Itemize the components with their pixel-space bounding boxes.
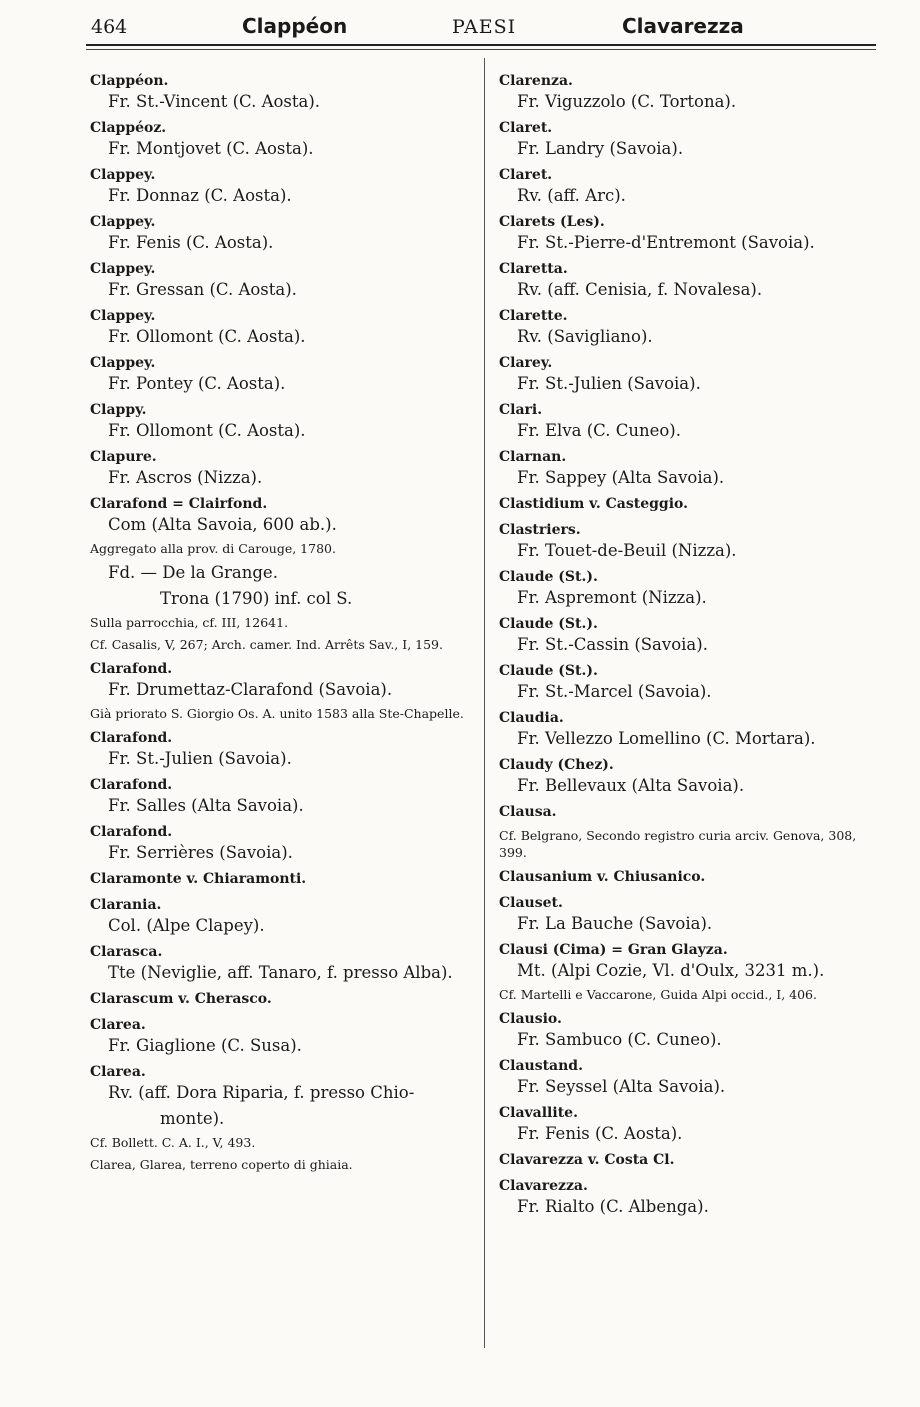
entry-line: Rv. (aff. Arc). — [517, 186, 626, 205]
entry-headword: Clarette. — [499, 308, 568, 324]
entry-line: Fr. Gressan (C. Aosta). — [108, 280, 297, 299]
entry — [499, 827, 879, 861]
entry-headword: Clauset. — [499, 895, 563, 911]
entry-headword: Clausa. — [499, 804, 557, 820]
entry-line: Com (Alta Savoia, 600 ab.). — [108, 515, 337, 534]
entry-line: Fr. Touet-de-Beuil (Nizza). — [517, 541, 737, 560]
entry — [90, 614, 478, 631]
entry-headword: Clarets (Les). — [499, 214, 605, 230]
entry — [499, 119, 879, 159]
entry — [90, 943, 478, 983]
entry-headword: Clappy. — [90, 402, 147, 418]
entry — [499, 1057, 879, 1097]
entry-headword: Clavallite. — [499, 1105, 578, 1121]
entry-headword: Clappey. — [90, 355, 156, 371]
left-column — [90, 72, 478, 1173]
entry — [90, 870, 478, 889]
entry — [90, 401, 478, 441]
entry-headword: Clarea. — [90, 1017, 146, 1033]
entry-line: Fr. Landry (Savoia). — [517, 139, 684, 158]
entry-headword: Clari. — [499, 402, 543, 418]
entry — [499, 213, 879, 253]
entry-headword: Claude (St.). — [499, 663, 598, 679]
entry-line: Fr. Aspremont (Nizza). — [517, 588, 707, 607]
entry — [499, 1177, 879, 1217]
entry — [499, 521, 879, 561]
entry-line: Fr. Bellevaux (Alta Savoia). — [517, 776, 745, 795]
entry-line: Trona (1790) inf. col S. — [160, 589, 353, 608]
entry — [499, 568, 879, 608]
entry-headword: Clarasca. — [90, 944, 163, 960]
entry — [499, 894, 879, 934]
entry — [499, 868, 879, 887]
entry-line: Rv. (Savigliano). — [517, 327, 653, 346]
entry-note: Già priorato S. Giorgio Os. A. unito 1583 alla Ste-Chapelle. — [90, 706, 464, 721]
entry — [499, 709, 879, 749]
entry — [499, 615, 879, 655]
entry — [499, 986, 879, 1003]
entry — [499, 72, 879, 112]
entry-line: Rv. (aff. Dora Riparia, f. presso Chio- — [108, 1083, 415, 1102]
entry-headword: Clappey. — [90, 308, 156, 324]
entry-line: Mt. (Alpi Cozie, Vl. d'Oulx, 3231 m.). — [517, 961, 825, 980]
entry — [90, 448, 478, 488]
entry — [90, 823, 478, 863]
entry-line: Fr. Serrières (Savoia). — [108, 843, 293, 862]
entry — [499, 166, 879, 206]
entry-line: Fr. Salles (Alta Savoia). — [108, 796, 304, 815]
entry-note: Cf. Casalis, V, 267; Arch. camer. Ind. Arrêts Sav., I, 159. — [90, 637, 443, 652]
entry — [499, 448, 879, 488]
entry-headword: Clarascum v. Cherasco. — [90, 991, 272, 1007]
entry-headword: Clappey. — [90, 214, 156, 230]
entry-headword: Claretta. — [499, 261, 568, 277]
entry — [90, 354, 478, 394]
entry — [90, 72, 478, 112]
entry-note: Clarea, Glarea, terreno coperto di ghiaia. — [90, 1157, 353, 1172]
entry-headword: Clarafond. — [90, 824, 173, 840]
entry-note: Aggregato alla prov. di Carouge, 1780. — [90, 541, 336, 556]
entry — [90, 990, 478, 1009]
entry-headword: Clappéon. — [90, 73, 169, 89]
entry-headword: Clausi (Cima) = Gran Glayza. — [499, 942, 728, 958]
entry-headword: Claudia. — [499, 710, 564, 726]
entry — [90, 562, 478, 583]
entry-line: monte). — [160, 1109, 225, 1128]
entry-headword: Clarenza. — [499, 73, 573, 89]
entry-line: Fr. St.-Julien (Savoia). — [517, 374, 701, 393]
entry-line: Fr. Seyssel (Alta Savoia). — [517, 1077, 726, 1096]
entry — [90, 495, 478, 535]
page-number: 464 — [91, 16, 128, 38]
entry — [499, 1104, 879, 1144]
entry-line: Fr. St.-Pierre-d'Entremont (Savoia). — [517, 233, 815, 252]
header-left-title: Clappéon — [242, 14, 348, 38]
entry-line: Tte (Neviglie, aff. Tanaro, f. presso Alba). — [108, 963, 453, 982]
column-divider — [484, 58, 485, 1348]
entry-headword: Clappey. — [90, 167, 156, 183]
entry-line: Fr. Sappey (Alta Savoia). — [517, 468, 725, 487]
entry — [90, 729, 478, 769]
entry-headword: Clarafond. — [90, 777, 173, 793]
header-center-title: PAESI — [452, 16, 517, 38]
entry-line: Fr. Fenis (C. Aosta). — [517, 1124, 683, 1143]
entry — [90, 1156, 478, 1173]
entry-headword: Claude (St.). — [499, 569, 598, 585]
entry-line: Fr. St.-Julien (Savoia). — [108, 749, 292, 768]
entry-line: Fr. Viguzzolo (C. Tortona). — [517, 92, 737, 111]
entry-line: Fr. Ascros (Nizza). — [108, 468, 263, 487]
entry-line: Fr. Pontey (C. Aosta). — [108, 374, 286, 393]
entry-line: Fr. Fenis (C. Aosta). — [108, 233, 274, 252]
right-column — [499, 72, 879, 1217]
entry-headword: Claudy (Chez). — [499, 757, 614, 773]
entry — [90, 896, 478, 936]
entry-line: Fr. St.-Vincent (C. Aosta). — [108, 92, 321, 111]
entry-headword: Claude (St.). — [499, 616, 598, 632]
entry-headword: Clappey. — [90, 261, 156, 277]
page-header — [0, 0, 920, 60]
entry-headword: Claustand. — [499, 1058, 583, 1074]
entry-headword: Clarnan. — [499, 449, 567, 465]
entry — [499, 495, 879, 514]
entry — [90, 1016, 478, 1056]
entry — [499, 756, 879, 796]
entry — [499, 307, 879, 347]
entry-line: Fr. Montjovet (C. Aosta). — [108, 139, 314, 158]
entry-headword: Claret. — [499, 120, 553, 136]
entry-line: Fr. Vellezzo Lomellino (C. Mortara). — [517, 729, 816, 748]
entry-note: Cf. Martelli e Vaccarone, Guida Alpi occid., I, 406. — [499, 987, 817, 1002]
entry — [499, 803, 879, 822]
entry-line: Fr. Rialto (C. Albenga). — [517, 1197, 709, 1216]
entry-headword: Clarafond. — [90, 730, 173, 746]
entry-line: Fr. St.-Cassin (Savoia). — [517, 635, 708, 654]
entry — [90, 776, 478, 816]
entry — [499, 1151, 879, 1170]
entry — [90, 213, 478, 253]
entry-line: Fr. Drumettaz-Clarafond (Savoia). — [108, 680, 393, 699]
entry-headword: Claramonte v. Chiaramonti. — [90, 871, 307, 887]
entry-headword: Clarania. — [90, 897, 162, 913]
entry-line: Fr. Ollomont (C. Aosta). — [108, 421, 306, 440]
entry — [90, 660, 478, 700]
entry-headword: Clarafond = Clairfond. — [90, 496, 268, 512]
entry-headword: Clastriers. — [499, 522, 581, 538]
entry-headword: Clavarezza v. Costa Cl. — [499, 1152, 675, 1168]
entry-headword: Clappéoz. — [90, 120, 167, 136]
entry-headword: Clarea. — [90, 1064, 146, 1080]
entry-line: Rv. (aff. Cenisia, f. Novalesa). — [517, 280, 763, 299]
entry — [90, 705, 478, 722]
entry — [90, 260, 478, 300]
entry — [90, 166, 478, 206]
entry — [90, 1063, 478, 1103]
entry-headword: Clavarezza. — [499, 1178, 588, 1194]
entry — [90, 1134, 478, 1151]
entry-note: Cf. Bollett. C. A. I., V, 493. — [90, 1135, 256, 1150]
entry-headword: Clarey. — [499, 355, 553, 371]
entry-line: Fr. Donnaz (C. Aosta). — [108, 186, 292, 205]
header-rule — [86, 44, 876, 46]
header-right-title: Clavarezza — [622, 14, 744, 38]
entry — [499, 941, 879, 981]
header-rule-thin — [86, 49, 876, 50]
entry-headword: Clapure. — [90, 449, 157, 465]
entry-note: Sulla parrocchia, cf. III, 12641. — [90, 615, 289, 630]
entry-line: Fr. Sambuco (C. Cuneo). — [517, 1030, 722, 1049]
entry-line: Fr. Ollomont (C. Aosta). — [108, 327, 306, 346]
entry — [90, 636, 478, 653]
entry-line: Fr. Elva (C. Cuneo). — [517, 421, 681, 440]
entry — [90, 540, 478, 557]
entry — [90, 1108, 478, 1129]
entry-headword: Clarafond. — [90, 661, 173, 677]
entry — [499, 662, 879, 702]
entry-headword: Clausanium v. Chiusanico. — [499, 869, 706, 885]
entry — [90, 119, 478, 159]
entry — [499, 401, 879, 441]
entry-headword: Claret. — [499, 167, 553, 183]
entry-note: Cf. Belgrano, Secondo registro curia arciv. Genova, 308, 399. — [499, 828, 857, 860]
entry-line: Fr. St.-Marcel (Savoia). — [517, 682, 712, 701]
entry-headword: Clastidium v. Casteggio. — [499, 496, 688, 512]
entry-line: Fr. La Bauche (Savoia). — [517, 914, 713, 933]
entry — [499, 354, 879, 394]
entry-line: Fr. Giaglione (C. Susa). — [108, 1036, 302, 1055]
entry — [499, 260, 879, 300]
entry — [499, 1010, 879, 1050]
entry-line: Fd. — De la Grange. — [108, 563, 278, 582]
entry — [90, 588, 478, 609]
entry-line: Col. (Alpe Clapey). — [108, 916, 265, 935]
entry-headword: Clausio. — [499, 1011, 562, 1027]
entry — [90, 307, 478, 347]
